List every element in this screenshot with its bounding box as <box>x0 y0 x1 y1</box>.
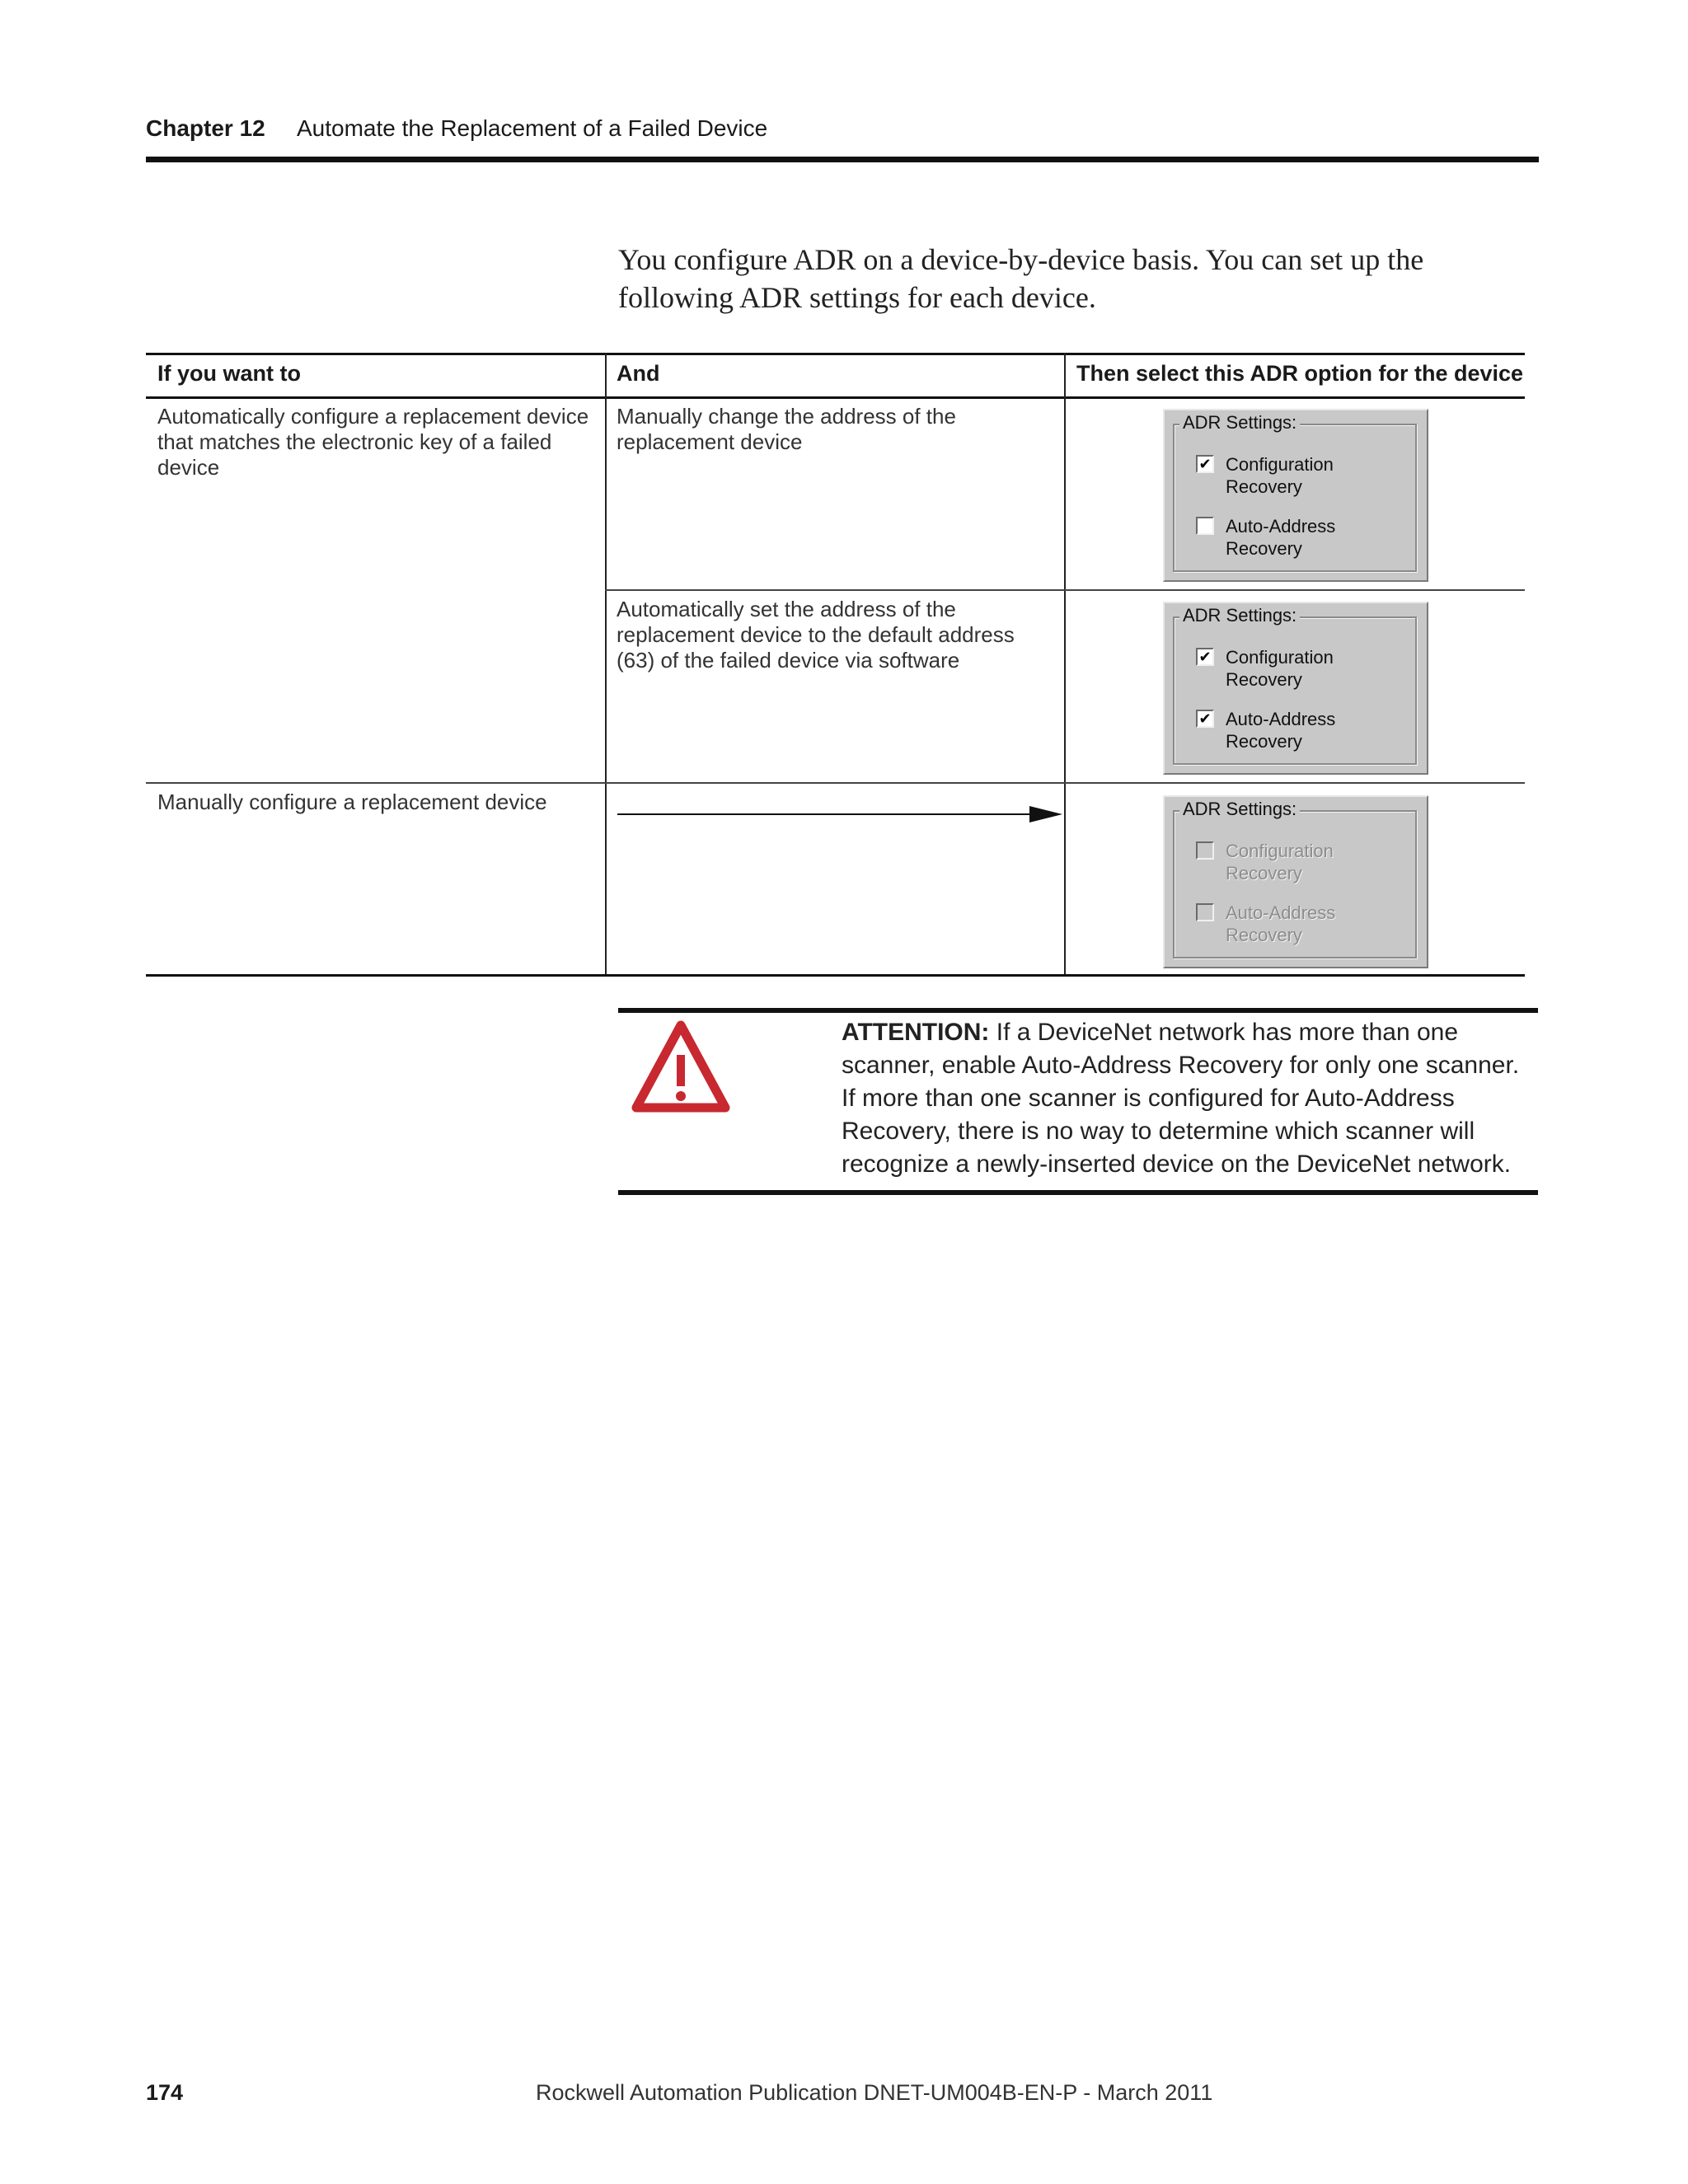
arrow-right-icon <box>617 802 1062 827</box>
intro-paragraph: You configure ADR on a device-by-device basis. You can set up the following ADR settings for each device. <box>618 243 1424 314</box>
configuration-recovery-label: Configuration Recovery <box>1226 647 1334 690</box>
adr-settings-panel-3 <box>1163 795 1428 968</box>
chapter-header <box>146 115 768 142</box>
warning-triangle-icon <box>631 1020 730 1113</box>
attention-bottom-rule <box>618 1190 1538 1195</box>
column-divider <box>1064 353 1066 976</box>
column-header-want: If you want to <box>157 361 301 386</box>
chapter-number: Chapter 12 <box>146 115 265 141</box>
configuration-recovery-checkbox[interactable]: ✔ <box>1196 648 1214 666</box>
publication-info: Rockwell Automation Publication DNET-UM004B-EN-P - March 2011 <box>536 2080 1213 2105</box>
attention-label: ATTENTION: <box>842 1019 990 1046</box>
table-row-3-want: Manually configure a replacement device <box>157 790 547 814</box>
table-row-1-and: Manually change the address of the replacement device <box>617 404 956 454</box>
page-number: 174 <box>146 2080 184 2105</box>
table-bottom-rule <box>146 974 1525 977</box>
table-row-1-want: Automatically configure a replacement device that matches the electronic key of a failed device <box>157 404 589 480</box>
configuration-recovery-label: Configuration Recovery <box>1226 841 1334 883</box>
header-rule <box>146 157 1539 162</box>
configuration-recovery-label: Configuration Recovery <box>1226 454 1334 497</box>
auto-address-recovery-label: Auto-Address Recovery <box>1226 516 1336 559</box>
configuration-recovery-checkbox <box>1196 841 1214 860</box>
attention-message <box>842 1016 1534 1181</box>
auto-address-recovery-label: Auto-Address Recovery <box>1226 709 1336 752</box>
auto-address-recovery-checkbox[interactable]: ✔ <box>1196 710 1214 728</box>
row-separator <box>605 589 1525 591</box>
adr-settings-legend: ADR Settings: <box>1179 799 1300 820</box>
column-header-adr-option: Then select this ADR option for the device <box>1076 361 1524 386</box>
auto-address-recovery-label: Auto-Address Recovery <box>1226 902 1336 945</box>
configuration-recovery-checkbox[interactable]: ✔ <box>1196 455 1214 473</box>
column-divider <box>605 353 607 976</box>
adr-settings-legend: ADR Settings: <box>1179 412 1300 434</box>
auto-address-recovery-checkbox[interactable] <box>1196 517 1214 535</box>
table-header-rule <box>146 396 1525 399</box>
table-top-rule <box>146 353 1525 355</box>
adr-settings-panel-2 <box>1163 602 1428 775</box>
attention-body: If a DeviceNet network has more than one scanner, enable Auto-Address Recovery for only one scanner. If more than one scanner is configured for Auto-Address Recovery, there is no way to determine which scanner will recognize a newly-inserted device on the DeviceNet network. <box>842 1019 1520 1178</box>
auto-address-recovery-checkbox <box>1196 903 1214 921</box>
adr-settings-legend: ADR Settings: <box>1179 605 1300 626</box>
column-header-and: And <box>617 361 660 386</box>
chapter-title: Automate the Replacement of a Failed Device <box>297 115 768 141</box>
table-row-2-and: Automatically set the address of the replacement device to the default address (63) of the failed device via software <box>617 597 1015 673</box>
attention-top-rule <box>618 1008 1538 1013</box>
row-separator <box>146 782 1525 784</box>
adr-settings-panel-1 <box>1163 409 1428 582</box>
